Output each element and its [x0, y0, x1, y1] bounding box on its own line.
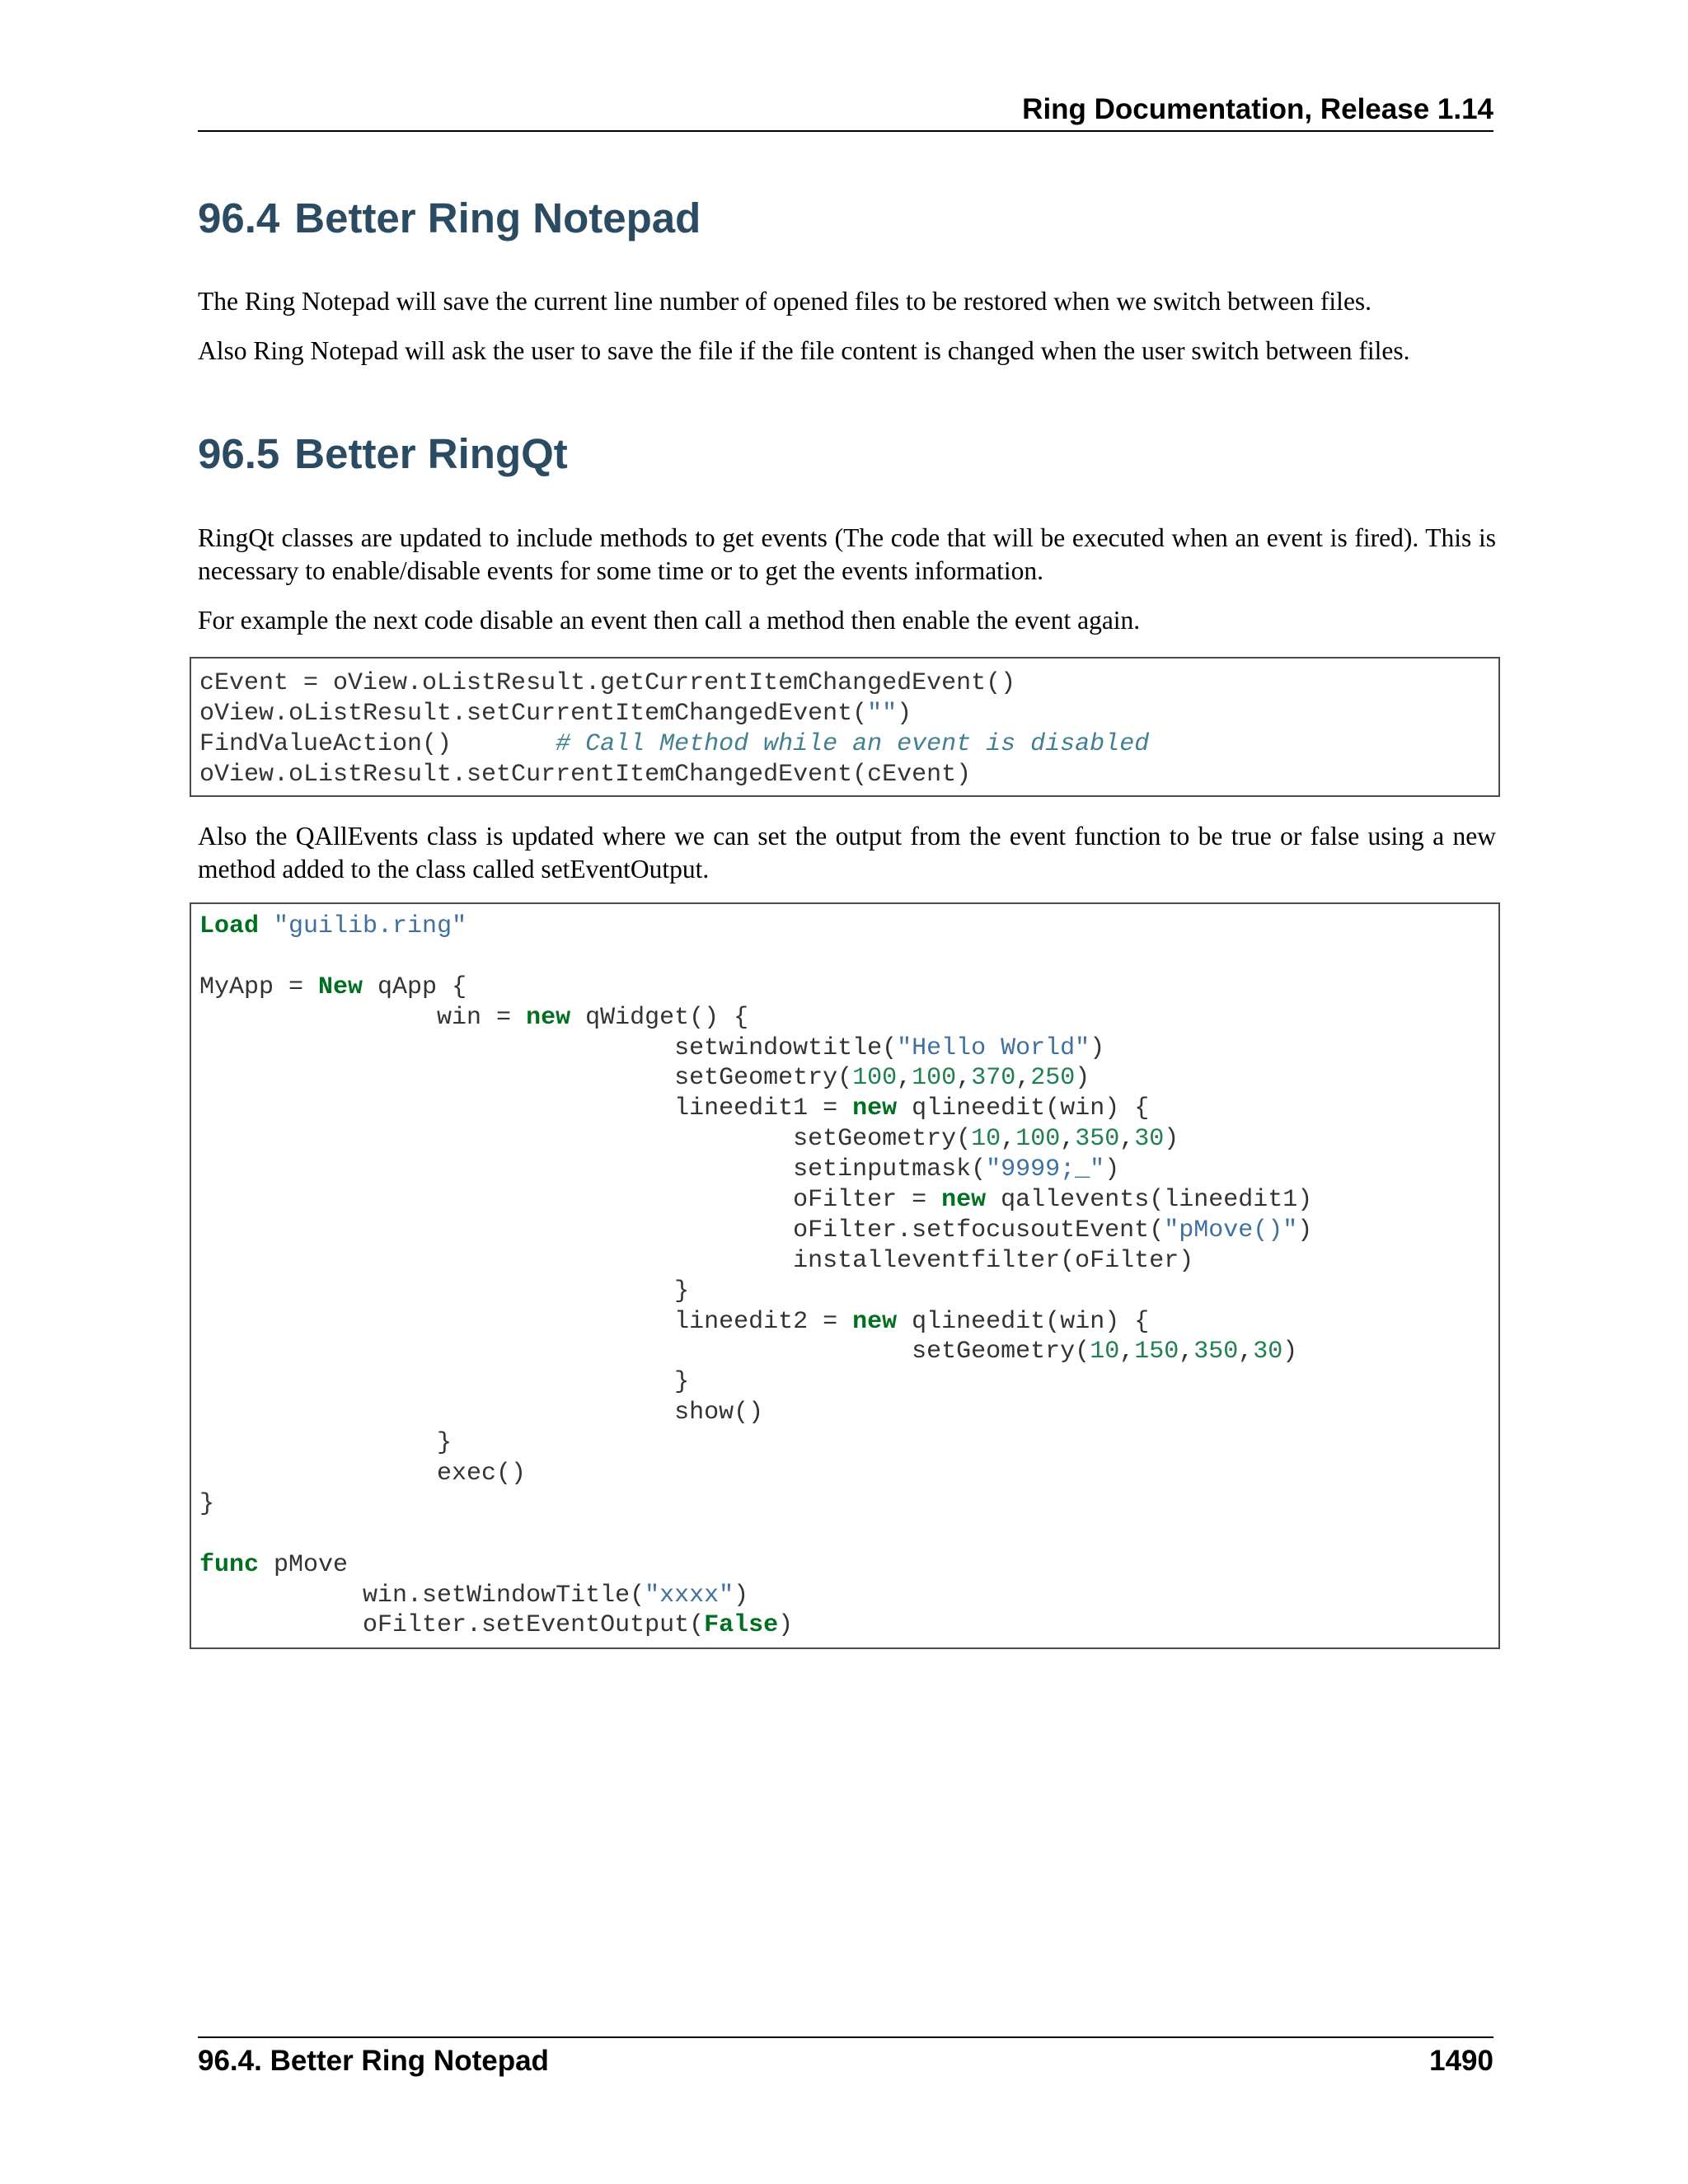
page-number: 1490 [1429, 2045, 1493, 2077]
code-text: lineedit2 = [199, 1307, 853, 1336]
code-text: oView.oListResult.setCurrentItemChangedEvent(cEvent) [199, 760, 972, 789]
code-text: , [1119, 1338, 1135, 1366]
code-text: , [1179, 1338, 1194, 1366]
code-keyword: new [526, 1003, 571, 1032]
code-line [199, 760, 1498, 790]
code-line [199, 1155, 1498, 1185]
code-text: , [1001, 1125, 1016, 1154]
code-string: "9999;_" [986, 1155, 1105, 1184]
code-text: ) [734, 1581, 749, 1610]
code-text: , [1060, 1125, 1076, 1154]
code-text: } [199, 1277, 690, 1305]
code-line [199, 942, 1498, 972]
code-block-qallevents-example [190, 902, 1500, 1649]
code-number: 10 [1090, 1338, 1120, 1366]
code-text: lineedit1 = [199, 1094, 853, 1123]
code-text: setGeometry( [199, 1064, 853, 1093]
code-number: 30 [1253, 1338, 1283, 1366]
code-line [199, 668, 1498, 699]
code-line [199, 1398, 1498, 1428]
code-text: exec() [199, 1460, 527, 1488]
code-number: 100 [912, 1064, 957, 1093]
code-number: 250 [1030, 1064, 1076, 1093]
section-title: Better Ring Notepad [294, 194, 701, 241]
code-text: setwindowtitle( [199, 1033, 898, 1062]
code-text: oFilter.setfocusoutEvent( [199, 1216, 1165, 1244]
code-text: ) [1075, 1064, 1090, 1093]
code-keyword: func [199, 1550, 260, 1579]
code-text: ) [1297, 1216, 1313, 1244]
header-rule [198, 130, 1493, 132]
code-text: } [199, 1489, 215, 1518]
footer-section-title: 96.4. Better Ring Notepad [198, 2045, 549, 2077]
code-text: ) [897, 699, 912, 728]
code-line [199, 1185, 1498, 1216]
code-text: qlineedit(win) { [897, 1307, 1150, 1336]
code-text: MyApp = [199, 972, 319, 1001]
code-text: show() [199, 1399, 764, 1427]
footer-rule [198, 2036, 1493, 2038]
paragraph: The Ring Notepad will save the current line number of opened files to be restored when we switch between files. [198, 287, 1372, 316]
code-text: ) [1282, 1338, 1298, 1366]
code-keyword: new [852, 1307, 898, 1336]
section-heading-96-5 [198, 429, 568, 479]
code-text: } [199, 1368, 690, 1397]
paragraph: Also Ring Notepad will ask the user to save the file if the file content is changed when the user switch between files. [198, 336, 1410, 365]
code-comment: # Call Method while an event is disabled [556, 729, 1150, 758]
code-line [199, 729, 1498, 760]
code-line [199, 1428, 1498, 1459]
code-line [199, 972, 1498, 1003]
code-text: ) [778, 1611, 794, 1640]
code-line [199, 699, 1498, 729]
code-text: setGeometry( [199, 1125, 972, 1154]
code-text: FindValueAction() [199, 729, 556, 758]
section-number: 96.4 [198, 194, 280, 241]
code-text: oView.oListResult.setCurrentItemChangedEvent( [199, 699, 868, 728]
code-text: pMove [259, 1550, 349, 1579]
code-string: "Hello World" [897, 1033, 1090, 1062]
code-text: setinputmask( [199, 1155, 987, 1184]
code-text: qWidget() { [570, 1003, 749, 1032]
code-number: 10 [971, 1125, 1001, 1154]
code-number: 350 [1193, 1338, 1239, 1366]
code-line [199, 1063, 1498, 1094]
code-text: qallevents(lineedit1) [986, 1186, 1313, 1215]
code-text: setGeometry( [199, 1338, 1090, 1366]
code-line [199, 1367, 1498, 1398]
section-title: Better RingQt [294, 430, 568, 477]
code-keyword: new [941, 1186, 987, 1215]
code-text: , [956, 1064, 972, 1093]
code-line [199, 1489, 1498, 1520]
code-text: qApp { [363, 972, 467, 1001]
code-line [199, 1610, 1498, 1641]
code-line [199, 1459, 1498, 1489]
code-line [199, 1277, 1498, 1307]
code-line [199, 1124, 1498, 1155]
code-text [259, 912, 274, 940]
code-line [199, 1033, 1498, 1064]
code-line [199, 1216, 1498, 1246]
code-text: , [897, 1064, 912, 1093]
code-text: } [199, 1429, 452, 1458]
code-line [199, 1337, 1498, 1367]
code-number: 100 [1015, 1125, 1061, 1154]
code-keyword: False [704, 1611, 779, 1640]
code-keyword: new [852, 1094, 898, 1123]
code-keyword: Load [199, 912, 260, 940]
code-text: installeventfilter(oFilter) [199, 1246, 1194, 1275]
code-line [199, 1094, 1498, 1124]
code-text: qlineedit(win) { [897, 1094, 1150, 1123]
code-keyword: New [318, 972, 363, 1001]
section-number: 96.5 [198, 430, 280, 477]
code-number: 100 [852, 1064, 898, 1093]
code-text: , [1238, 1338, 1254, 1366]
code-line [199, 1307, 1498, 1338]
running-header-title: Ring Documentation, Release 1.14 [1022, 93, 1493, 125]
code-line [199, 1246, 1498, 1277]
code-number: 30 [1134, 1125, 1165, 1154]
code-text: , [1015, 1064, 1031, 1093]
code-string: "guilib.ring" [274, 912, 467, 940]
paragraph: Also the QAllEvents class is updated where we can set the output from the event function to be true or false using a new method added to the class called setEventOutput. [198, 822, 1496, 883]
code-string: "pMove()" [1164, 1216, 1298, 1244]
code-line [199, 1581, 1498, 1611]
code-line [199, 1520, 1498, 1550]
code-line [199, 912, 1498, 942]
code-text: oFilter = [199, 1186, 942, 1215]
code-line [199, 1003, 1498, 1033]
code-string: "" [867, 699, 898, 728]
code-line [199, 1550, 1498, 1581]
code-text: ) [1104, 1155, 1120, 1184]
code-text: ) [1090, 1033, 1105, 1062]
paragraph: RingQt classes are updated to include methods to get events (The code that will be executed when an event is fired). This is necessary to enable/disable events for some time or to get the events information. [198, 523, 1496, 585]
code-text: oFilter.setEventOutput( [199, 1611, 705, 1640]
code-text: ) [1164, 1125, 1179, 1154]
code-text: win = [199, 1003, 527, 1032]
code-number: 350 [1075, 1125, 1120, 1154]
code-text: cEvent = oView.oListResult.getCurrentItemChangedEvent() [199, 669, 1016, 697]
code-number: 150 [1134, 1338, 1179, 1366]
code-block-event-toggle [190, 657, 1500, 797]
code-text: win.setWindowTitle( [199, 1581, 645, 1610]
paragraph: For example the next code disable an event then call a method then enable the event again. [198, 606, 1141, 635]
code-string: "xxxx" [645, 1581, 734, 1610]
code-text: , [1119, 1125, 1135, 1154]
code-number: 370 [971, 1064, 1016, 1093]
section-heading-96-4 [198, 194, 701, 243]
